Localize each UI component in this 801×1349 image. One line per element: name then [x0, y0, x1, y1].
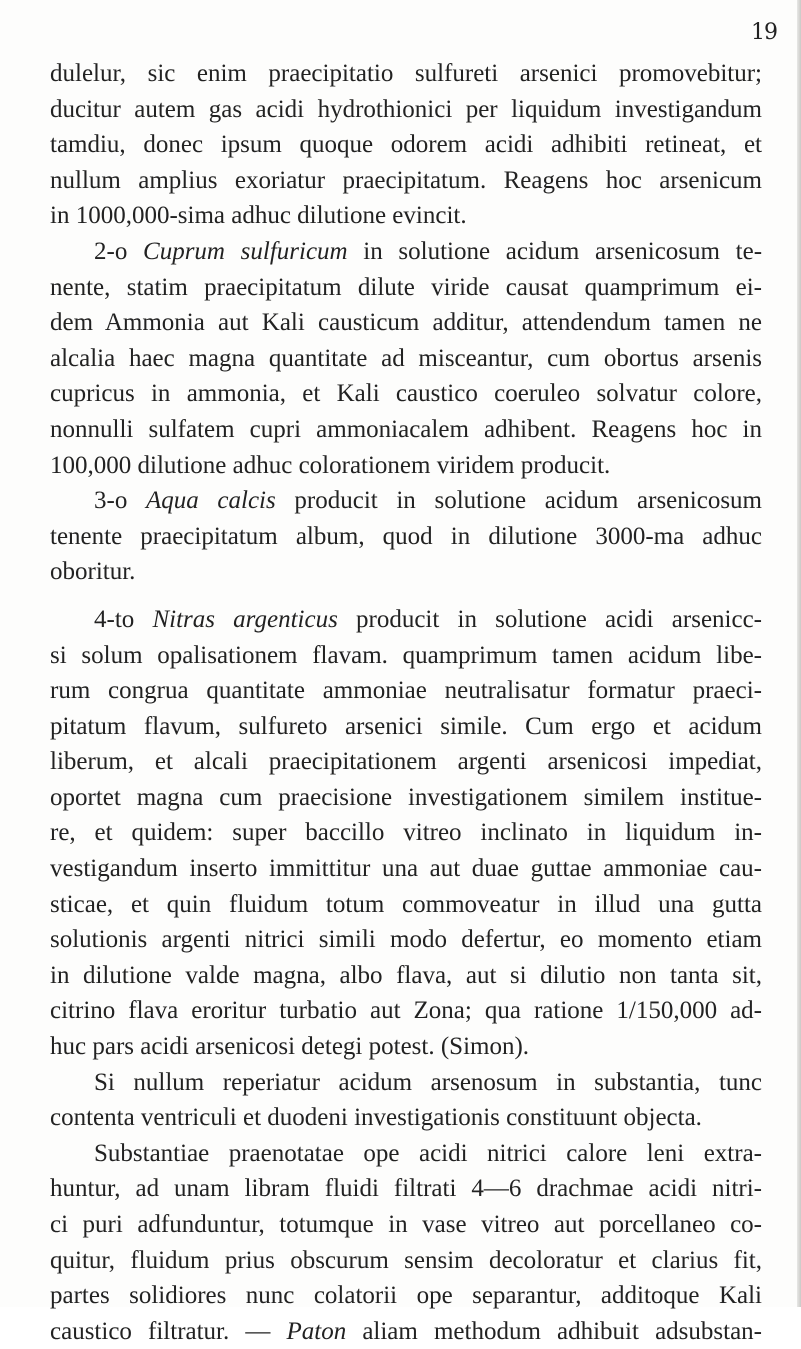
text-line: nonnulli sulfatem cupri ammoniacalem adhibent. Reagens hoc in	[50, 415, 762, 443]
text-segment: caustico filtratur. —	[50, 1317, 287, 1345]
text-line: dulelur, sic enim praecipitatio sulfureti arsenici promovebitur;	[50, 60, 762, 87]
text-line: tenente praecipitatum album, quod in dilutione 3000-ma adhuc	[50, 522, 762, 550]
text-line	[50, 234, 762, 270]
text-line: huntur, ad unam libram fluidi filtrati 4—6 drachmae acidi nitri-	[50, 1175, 762, 1203]
text-line: nullum amplius exoriatur praecipitatum. Reagens hoc arsenicum	[50, 166, 762, 194]
text-line: partes solidiores nunc colatorii ope separantur, additoque Kali	[50, 1282, 762, 1310]
text-line	[50, 483, 762, 519]
text-line: vestigandum inserto immittitur una aut duae guttae ammoniae cau-	[50, 855, 762, 883]
text-line: alcalia haec magna quantitate ad misceantur, cum obortus arsenis	[50, 344, 762, 372]
text-line	[50, 602, 762, 638]
text-line: ci puri adfunduntur, totumque in vase vitreo aut porcellaneo co-	[50, 1211, 762, 1238]
text-segment: aliam methodum adhibuit adsubstan-	[346, 1317, 762, 1345]
text-line: tamdiu, donec ipsum quoque odorem acidi adhibiti retineat, et	[50, 131, 762, 159]
text-line: Substantiae praenotatae ope acidi nitrici calore leni extra-	[94, 1139, 762, 1167]
reagent-name: Aqua calcis	[145, 487, 276, 515]
reagent-name: Cuprum sulfuricum	[143, 237, 348, 265]
paragraph-6	[50, 1136, 762, 1349]
text-line: in 1000,000-sima adhuc dilutione evincit.	[50, 202, 467, 230]
paragraph-1	[50, 56, 762, 234]
text-line	[50, 1314, 762, 1349]
reagent-name: Nitras argenticus	[152, 605, 338, 633]
paragraph-3	[50, 483, 762, 590]
paragraph-4	[50, 602, 762, 1065]
text-segment: producit in solutione acidi arsenicc-	[337, 605, 762, 633]
item-number: 2-o	[94, 237, 144, 265]
text-line: oboritur.	[50, 558, 136, 586]
page-edge-shadow	[797, 0, 801, 1307]
text-line: solutionis argenti nitrici simili modo defertur, eo momento etiam	[50, 926, 762, 954]
text-block	[50, 56, 762, 1349]
text-line: rum congrua quantitate ammoniae neutralisatur formatur praeci-	[50, 677, 762, 705]
text-line: ducitur autem gas acidi hydrothionici per liquidum investigandum	[50, 95, 762, 123]
page-number: 19	[751, 20, 777, 45]
paragraph-2	[50, 234, 762, 483]
text-line: sticae, et quin fluidum totum commoveatur in illud una gutta	[50, 890, 762, 918]
author-name: Paton	[286, 1317, 347, 1345]
text-line: cupricus in ammonia, et Kali caustico coeruleo solvatur colore,	[50, 380, 762, 408]
paragraph-gap	[50, 590, 762, 602]
text-line: liberum, et alcali praecipitationem argenti arsenicosi impediat,	[50, 748, 762, 776]
paragraph-5	[50, 1065, 762, 1136]
text-line: huc pars acidi arsenicosi detegi potest. (Simon).	[50, 1033, 530, 1061]
text-line: citrino flava eroritur turbatio aut Zona; qua ratione 1/150,000 ad-	[50, 997, 762, 1025]
text-line: quitur, fluidum prius obscurum sensim decoloratur et clarius fit,	[50, 1246, 762, 1274]
text-line: oportet magna cum praecisione investigationem similem institue-	[50, 783, 762, 811]
text-line: pitatum flavum, sulfureto arsenici simile. Cum ergo et acidum	[50, 712, 762, 740]
text-line: contenta ventriculi et duodeni investigationis constituunt objecta.	[50, 1104, 702, 1132]
text-line: si solum opalisationem flavam. quamprimum tamen acidum libe-	[50, 641, 762, 669]
text-line: in dilutione valde magna, albo flava, aut si dilutio non tanta sit,	[50, 961, 762, 989]
text-line: nente, statim praecipitatum dilute viride causat quamprimum ei-	[50, 273, 762, 301]
text-segment: producit in solutione acidum arsenicosum	[275, 487, 762, 515]
item-number: 4-to	[94, 605, 153, 633]
text-line: Si nullum reperiatur acidum arsenosum in substantia, tunc	[94, 1068, 762, 1096]
text-line: 100,000 dilutione adhuc colorationem viridem producit.	[50, 451, 611, 479]
item-number: 3-o	[94, 487, 146, 515]
text-line: re, et quidem: super baccillo vitreo inclinato in liquidum in-	[50, 819, 762, 847]
text-line: dem Ammonia aut Kali causticum additur, attendendum tamen ne	[50, 309, 762, 337]
text-segment: in solutione acidum arsenicosum te-	[347, 237, 762, 265]
